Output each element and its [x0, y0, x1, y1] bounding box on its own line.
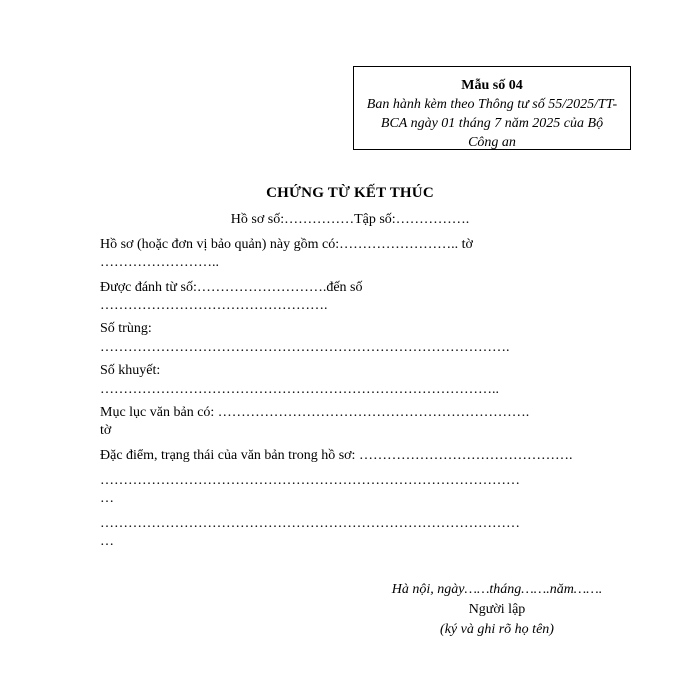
file-includes-dots: ……………………..	[100, 255, 219, 270]
duplicate-dots: …………………………………………………………………………….	[100, 340, 510, 355]
signature-block	[362, 580, 632, 640]
numbered-to-dots: ………………………………………….	[100, 298, 328, 313]
numbered-from-line: Được đánh từ số:……………………….đến số	[100, 280, 363, 295]
form-issued-line-2: BCA ngày 01 tháng 7 năm 2025 của Bộ	[380, 116, 604, 131]
duplicate-label: Số trùng:	[100, 321, 152, 336]
signature-instruction: (ký và ghi rõ họ tên)	[440, 622, 554, 637]
form-header-box	[353, 66, 631, 150]
extra-dots-1-end: …	[100, 491, 114, 506]
characteristics-line: Đặc điểm, trạng thái của văn bản trong hồ sơ: ……………………………………….	[100, 448, 573, 463]
index-line: Mục lục văn bản có: ………………………………………………………….	[100, 405, 530, 420]
file-includes-line: Hồ sơ (hoặc đơn vị bảo quản) này gồm có:…………………….. tờ	[100, 237, 473, 252]
missing-dots: …………………………………………………………………………..	[100, 382, 499, 397]
form-issued-line-1: Ban hành kèm theo Thông tư số 55/2025/TT-	[366, 97, 618, 112]
index-pages: tờ	[100, 423, 112, 438]
file-volume-line: Hồ sơ số:……………Tập số:…………….	[230, 212, 470, 227]
extra-dots-1: ………………………………………………………………………………	[100, 473, 520, 488]
missing-label: Số khuyết:	[100, 363, 161, 378]
place-date: Hà nội, ngày……tháng…….năm…….	[391, 582, 603, 597]
signer-role: Người lập	[468, 602, 526, 617]
extra-dots-2: ………………………………………………………………………………	[100, 516, 520, 531]
document-title: CHỨNG TỪ KẾT THÚC	[266, 185, 434, 201]
form-number: Mẫu số 04	[461, 78, 523, 93]
form-issued-line-3: Công an	[468, 135, 516, 150]
extra-dots-2-end: …	[100, 534, 114, 549]
